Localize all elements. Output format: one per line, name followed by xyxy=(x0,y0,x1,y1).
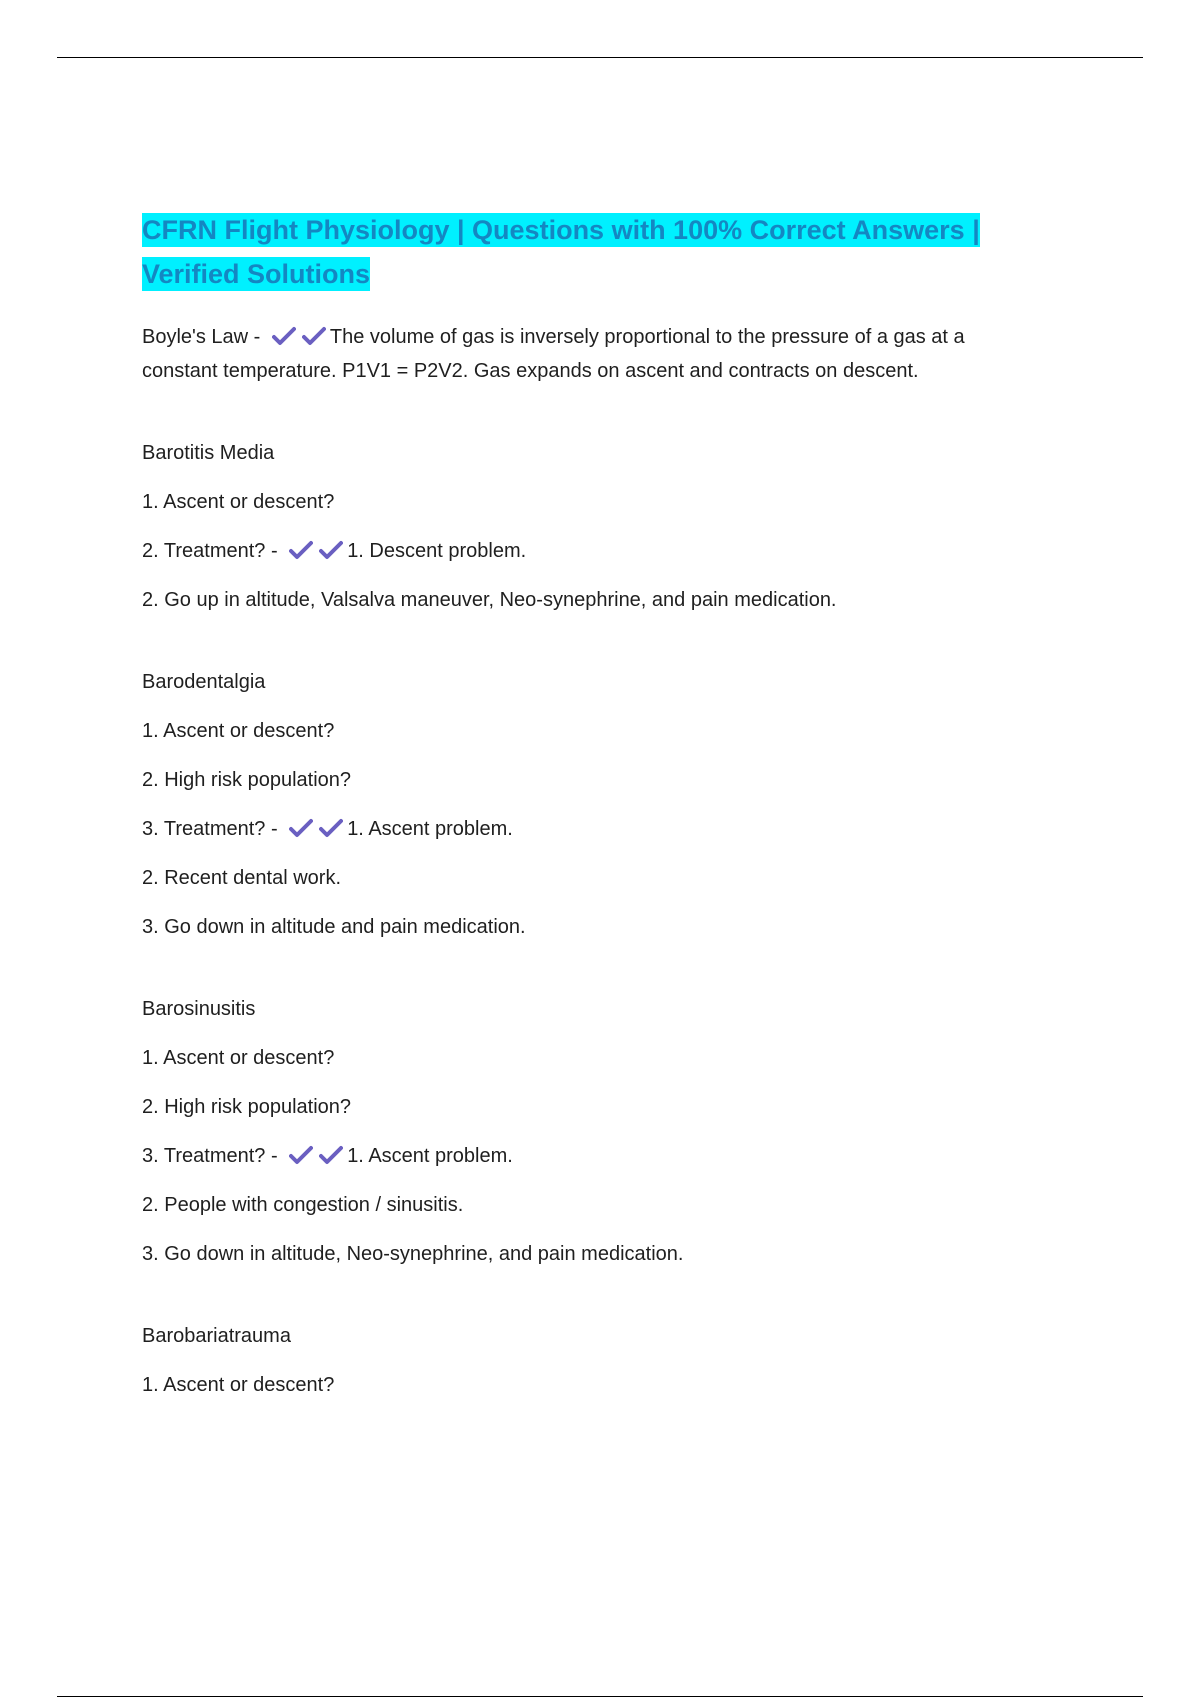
checkmark-icon xyxy=(319,540,343,560)
boyles-law-definition: The volume of gas is inversely proportional to the pressure of a gas at a constant temperature. P1V1 = P2V2. Gas expands on ascent and contracts on descent. xyxy=(142,326,965,382)
title-line-1: CFRN Flight Physiology | Questions with 100% Correct Answers | xyxy=(142,215,980,245)
question-line: 2. High risk population? xyxy=(142,1096,352,1118)
answer-checks xyxy=(283,812,343,846)
checkmark-icon xyxy=(319,818,343,838)
boyles-law-term: Boyle's Law - xyxy=(142,326,261,348)
section-barodentalgia xyxy=(142,665,1042,944)
boyles-law-paragraph xyxy=(142,320,1042,388)
section-barotitis-media xyxy=(142,436,1042,617)
answer-checks xyxy=(283,534,343,568)
answer-line: 3. Go down in altitude and pain medication. xyxy=(142,916,526,938)
question-line: 1. Ascent or descent? xyxy=(142,491,335,513)
checkmark-icon xyxy=(319,1145,343,1165)
answer-line: 2. Recent dental work. xyxy=(142,867,341,889)
answer-checks xyxy=(283,1139,343,1173)
answer-text: 1. Descent problem. xyxy=(347,540,527,562)
question-line: 1. Ascent or descent? xyxy=(142,1047,335,1069)
question-line: 2. High risk population? xyxy=(142,769,352,791)
question-text: 3. Treatment? - xyxy=(142,1145,278,1167)
answer-line: 3. Go down in altitude, Neo-synephrine, and pain medication. xyxy=(142,1243,684,1265)
treatment-line xyxy=(142,534,1042,568)
checkmark-icon xyxy=(289,540,313,560)
section-term: Barobariatrauma xyxy=(142,1325,291,1347)
treatment-line xyxy=(142,1139,1042,1173)
section-term: Barotitis Media xyxy=(142,442,275,464)
answer-checks xyxy=(266,320,326,354)
checkmark-icon xyxy=(289,1145,313,1165)
section-barobariatrauma xyxy=(142,1319,1042,1402)
footer-rule xyxy=(57,1696,1143,1697)
question-text: 3. Treatment? - xyxy=(142,818,278,840)
checkmark-icon xyxy=(289,818,313,838)
title-line-2: Verified Solutions xyxy=(142,259,371,289)
section-barosinusitis xyxy=(142,992,1042,1271)
treatment-line xyxy=(142,812,1042,846)
answer-line: 2. People with congestion / sinusitis. xyxy=(142,1194,464,1216)
section-term: Barodentalgia xyxy=(142,671,266,693)
question-line: 1. Ascent or descent? xyxy=(142,720,335,742)
checkmark-icon xyxy=(302,326,326,346)
answer-line: 2. Go up in altitude, Valsalva maneuver, Neo-synephrine, and pain medication. xyxy=(142,589,837,611)
answer-text: 1. Ascent problem. xyxy=(347,818,513,840)
question-line: 1. Ascent or descent? xyxy=(142,1374,335,1396)
document-title xyxy=(142,208,1042,296)
question-text: 2. Treatment? - xyxy=(142,540,278,562)
document-body xyxy=(142,208,1042,1417)
checkmark-icon xyxy=(272,326,296,346)
section-term: Barosinusitis xyxy=(142,998,256,1020)
header-rule xyxy=(57,57,1143,58)
answer-text: 1. Ascent problem. xyxy=(347,1145,513,1167)
